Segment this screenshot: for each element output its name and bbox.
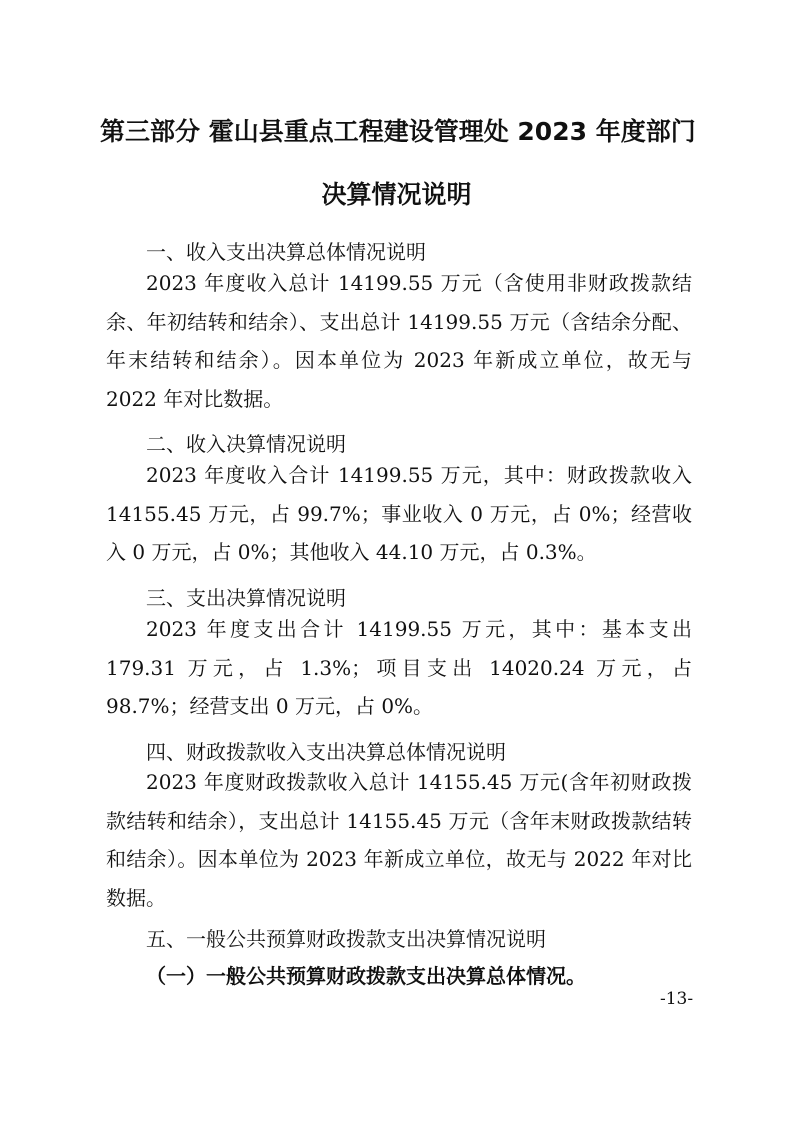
page-number: -13-	[660, 989, 694, 1009]
section-3-heading: 三、支出决算情况说明	[146, 586, 346, 610]
section-2-heading: 二、收入决算情况说明	[146, 432, 346, 456]
section-1-heading: 一、收入支出决算总体情况说明	[146, 240, 426, 264]
section-5-heading: 五、一般公共预算财政拨款支出决算情况说明	[146, 927, 546, 951]
section-1-paragraph: 2023 年度收入总计 14199.55 万元（含使用非财政拨款结余、年初结转和结余）、支出总计 14199.55 万元（含结余分配、年末结转和结余）。因本单位为 2023 年新成立单位，故无与 2022 年对比数据。	[106, 271, 692, 411]
subsection-1-heading: （一）一般公共预算财政拨款支出决算总体情况。	[146, 964, 586, 988]
section-4-heading: 四、财政拨款收入支出决算总体情况说明	[146, 740, 506, 764]
section-3-paragraph: 2023 年度支出合计 14199.55 万元，其中：基本支出 179.31 万元，占 1.3%；项目支出 14020.24 万元，占 98.7%；经营支出 0 万元，占 0%。	[106, 617, 692, 718]
document-title-line-1: 第三部分 霍山县重点工程建设管理处 2023 年度部门	[100, 117, 696, 146]
section-4-paragraph: 2023 年度财政拨款收入总计 14155.45 万元(含年初财政拨款结转和结余），支出总计 14155.45 万元（含年末财政拨款结转和结余）。因本单位为 2023 年新成立单位，故无与 2022 年对比数据。	[106, 770, 692, 910]
document-title-line-2: 决算情况说明	[321, 180, 472, 209]
section-2-paragraph: 2023 年度收入合计 14199.55 万元，其中：财政拨款收入 14155.45 万元，占 99.7%；事业收入 0 万元，占 0%；经营收入 0 万元，占 0%；其他收入 44.10 万元，占 0.3%。	[106, 463, 692, 564]
